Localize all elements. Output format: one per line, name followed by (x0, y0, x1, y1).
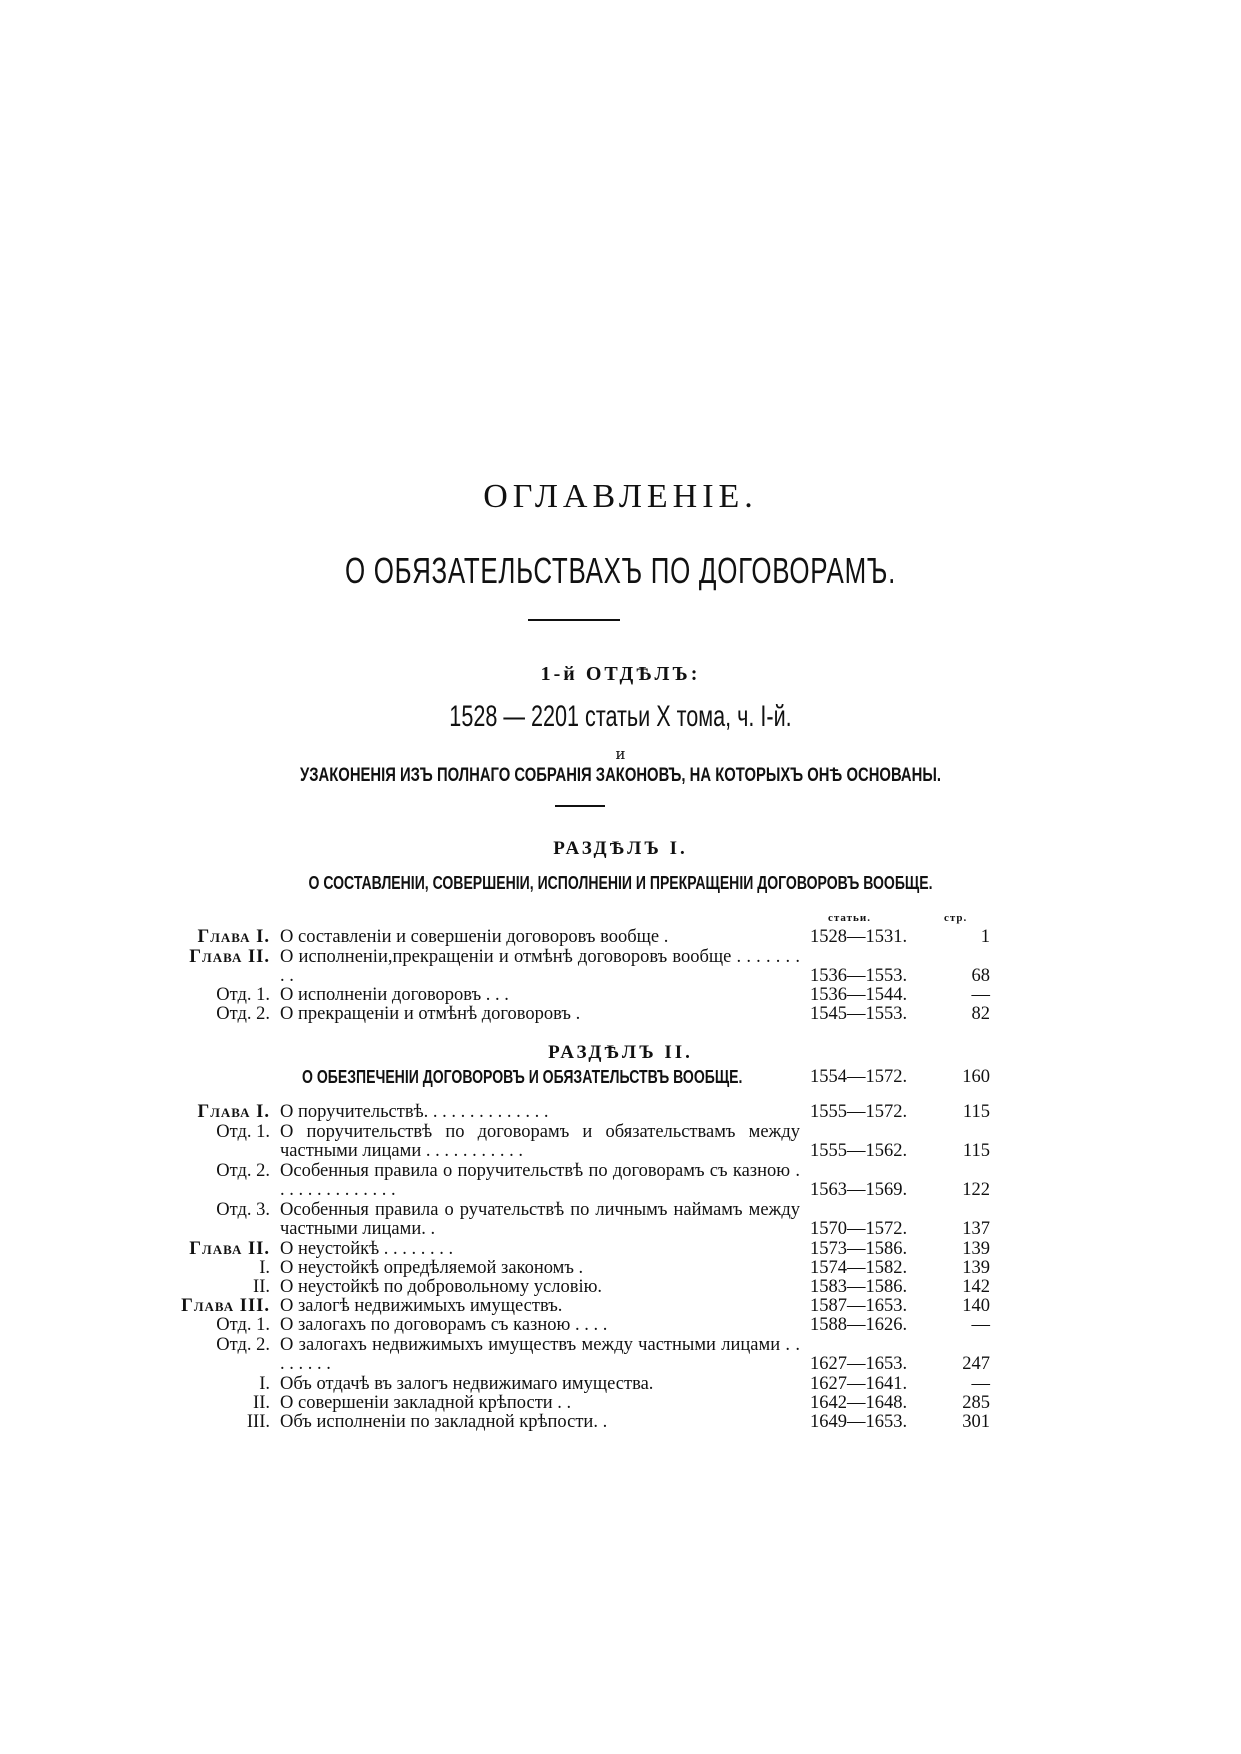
toc-page: 247 (962, 1354, 990, 1374)
toc-articles: 1570—1572. (810, 1219, 908, 1239)
toc-text: О составленіи и совершеніи договоровъ вообще . (280, 927, 669, 947)
toc-label: III. (246, 1412, 270, 1432)
razdel1-heading: РАЗДѢЛЪ I. (553, 838, 688, 859)
toc-page: 140 (962, 1296, 990, 1316)
toc-page: 142 (962, 1277, 990, 1297)
toc-articles: 1649—1653. (810, 1412, 908, 1432)
toc-articles: 1573—1586. (810, 1239, 908, 1259)
toc-text: Объ отдачѣ въ залогъ недвижимаго имущества. (280, 1374, 654, 1394)
toc-page: 137 (962, 1219, 990, 1239)
toc-label: II. (253, 1393, 270, 1413)
toc-articles: 1545—1553. (810, 1004, 908, 1024)
toc-articles: 1642—1648. (810, 1393, 908, 1413)
razdel2-title: О ОБЕЗПЕЧЕНІИ ДОГОВОРОВЪ И ОБЯЗАТЕЛЬСТВЪ ВООБЩЕ. (302, 1067, 743, 1087)
toc-text: О исполненіи,прекращеніи и отмѣнѣ договоровъ вообще . . . . . . . . . (280, 947, 800, 986)
toc-articles: 1528—1531. (810, 927, 908, 947)
razdel2-page: 160 (962, 1067, 990, 1087)
toc-articles: 1536—1553. (810, 966, 908, 986)
toc-page: 122 (962, 1180, 990, 1200)
toc-articles: 1563—1569. (810, 1180, 908, 1200)
toc-page: 68 (971, 966, 990, 986)
articles-range: 1528 — 2201 статьи X тома, ч. I-й. (449, 700, 792, 733)
toc-label: Отд. 2. (216, 1335, 270, 1355)
toc-articles: 1555—1572. (810, 1102, 908, 1122)
toc-page: 139 (962, 1258, 990, 1278)
toc-articles: 1574—1582. (810, 1258, 908, 1278)
toc-text: О поручительствѣ. . . . . . . . . . . . . . (280, 1102, 549, 1122)
sources-line: УЗАКОНЕНІЯ ИЗЪ ПОЛНАГО СОБРАНІЯ ЗАКОНОВЪ, НА КОТОРЫХЪ ОНѢ ОСНОВАНЫ. (300, 765, 941, 786)
toc-label: Отд. 2. (216, 1161, 270, 1181)
razdel2-heading: РАЗДѢЛЪ II. (548, 1042, 693, 1063)
conjunction: и (615, 745, 626, 763)
toc-articles: 1583—1586. (810, 1277, 908, 1297)
toc-label: II. (253, 1277, 270, 1297)
toc-page: 82 (971, 1004, 990, 1024)
page-title: ОГЛАВЛЕНІЕ. (483, 478, 758, 515)
column-pages-header: стр. (944, 912, 968, 924)
toc-text: Объ исполненіи по закладной крѣпости. . (280, 1412, 608, 1432)
toc-text: О залогахъ недвижимыхъ имуществъ между частными лицами . . . . . . . . (280, 1335, 800, 1374)
toc-articles: 1627—1641. (810, 1374, 908, 1394)
toc-page: — (971, 1315, 990, 1335)
toc-label: Глава I. (197, 927, 270, 947)
toc-page: 1 (980, 927, 990, 947)
toc-text: О неустойкѣ . . . . . . . . (280, 1239, 454, 1259)
toc-page: — (971, 985, 990, 1005)
divider-top (528, 619, 620, 621)
toc-label: Глава II. (189, 947, 270, 967)
column-articles-header: статьи. (828, 912, 871, 924)
toc-label: Глава III. (181, 1296, 270, 1316)
toc-label: Отд. 1. (216, 1315, 270, 1335)
toc-label: Глава II. (189, 1239, 270, 1259)
toc-text: Особенныя правила о ручательствѣ по личнымъ наймамъ между частными лицами. . (280, 1200, 800, 1239)
page-subtitle: О ОБЯЗАТЕЛЬСТВАХЪ ПО ДОГОВОРАМЪ. (344, 550, 897, 591)
toc-articles: 1627—1653. (810, 1354, 908, 1374)
toc-label: Отд. 1. (216, 985, 270, 1005)
toc-label: Отд. 2. (216, 1004, 270, 1024)
toc-label: Отд. 1. (216, 1122, 270, 1142)
toc-articles: 1555—1562. (810, 1141, 908, 1161)
toc-page: 301 (962, 1412, 990, 1432)
toc-text: Особенныя правила о поручительствѣ по договорамъ съ казною . . . . . . . . . . . . . . (280, 1161, 800, 1200)
divider-mid (555, 805, 605, 807)
razdel2-articles: 1554—1572. (810, 1067, 908, 1087)
toc-label: I. (259, 1374, 270, 1394)
toc-page: — (971, 1374, 990, 1394)
toc-text: О неустойкѣ опредѣляемой закономъ . (280, 1258, 584, 1278)
toc-text: О прекращеніи и отмѣнѣ договоровъ . (280, 1004, 581, 1024)
toc-articles: 1588—1626. (810, 1315, 908, 1335)
toc-articles: 1587—1653. (810, 1296, 908, 1316)
toc-label: Отд. 3. (216, 1200, 270, 1220)
toc-page: 139 (962, 1239, 990, 1259)
toc-articles: 1536—1544. (810, 985, 908, 1005)
toc-page: 115 (962, 1141, 990, 1161)
toc-page: 285 (962, 1393, 990, 1413)
razdel1-title: О СОСТАВЛЕНІИ, СОВЕРШЕНІИ, ИСПОЛНЕНІИ И ПРЕКРАЩЕНІИ ДОГОВОРОВЪ ВООБЩЕ. (308, 873, 933, 893)
toc-text: О залогѣ недвижимыхъ имуществъ. (280, 1296, 563, 1316)
toc-text: О неустойкѣ по добровольному условію. (280, 1277, 603, 1297)
toc-text: О залогахъ по договорамъ съ казною . . . . (280, 1315, 608, 1335)
toc-text: О совершеніи закладной крѣпости . . (280, 1393, 572, 1413)
toc-page: 115 (962, 1102, 990, 1122)
toc-text: О поручительствѣ по договорамъ и обязательствамъ между частными лицами . . . . . . . . . . . (280, 1122, 800, 1161)
part-heading: 1-й ОТДѢЛЪ: (540, 663, 701, 685)
toc-text: О исполненіи договоровъ . . . (280, 985, 509, 1005)
toc-label: I. (259, 1258, 270, 1278)
toc-label: Глава I. (197, 1102, 270, 1122)
